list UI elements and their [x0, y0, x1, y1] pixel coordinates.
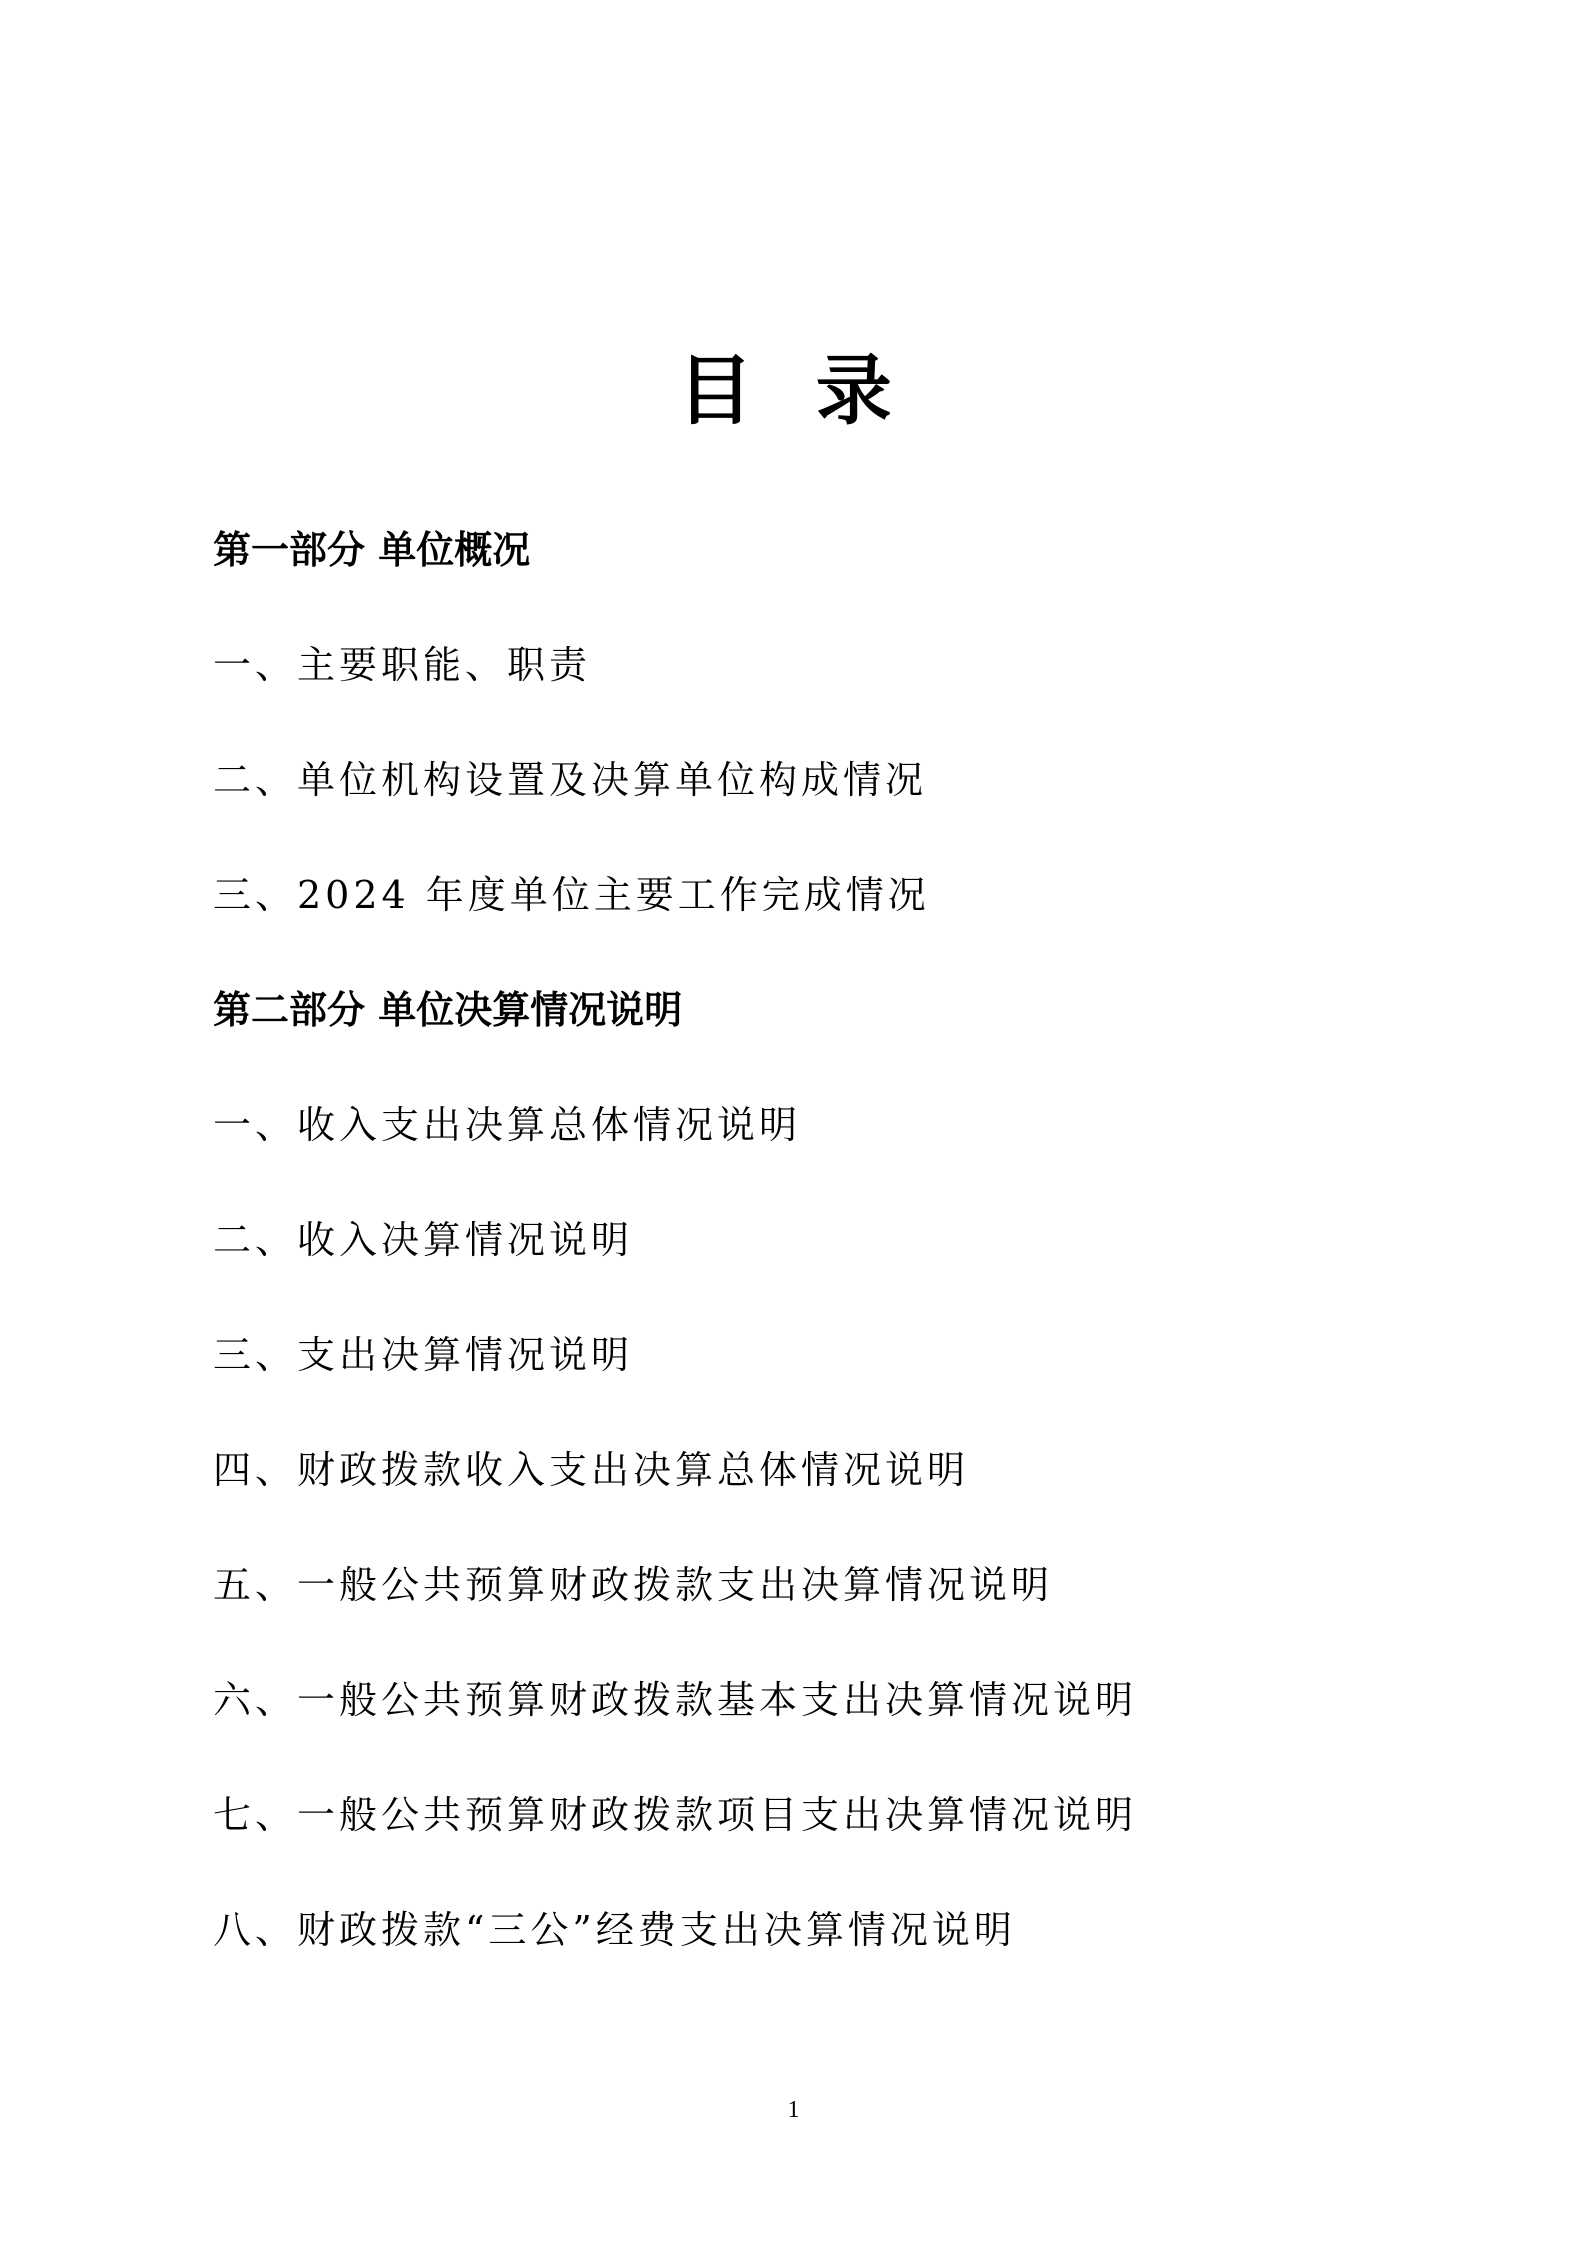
- toc-heading: 第二部分 单位决算情况说明: [213, 988, 683, 1032]
- toc-item: 五、一般公共预算财政拨款支出决算情况说明: [213, 1563, 1054, 1607]
- toc-item: 一、收入支出决算总体情况说明: [213, 1103, 802, 1147]
- toc-item: 八、财政拨款“三公”经费支出决算情况说明: [213, 1908, 1016, 1952]
- toc-item: 三、2024 年度单位主要工作完成情况: [213, 873, 930, 917]
- toc-item: 一、主要职能、职责: [213, 643, 592, 687]
- toc-item: 二、单位机构设置及决算单位构成情况: [213, 758, 928, 802]
- toc-item: 二、收入决算情况说明: [213, 1218, 634, 1262]
- table-of-contents: [213, 0, 1513, 2245]
- toc-item: 六、一般公共预算财政拨款基本支出决算情况说明: [213, 1678, 1138, 1722]
- toc-item: 三、支出决算情况说明: [213, 1333, 634, 1377]
- toc-heading: 第一部分 单位概况: [213, 528, 531, 572]
- toc-item: 四、财政拨款收入支出决算总体情况说明: [213, 1448, 970, 1492]
- page-number: 1: [787, 2097, 800, 2123]
- page-title: 目 录: [677, 345, 910, 435]
- toc-item: 七、一般公共预算财政拨款项目支出决算情况说明: [213, 1793, 1138, 1837]
